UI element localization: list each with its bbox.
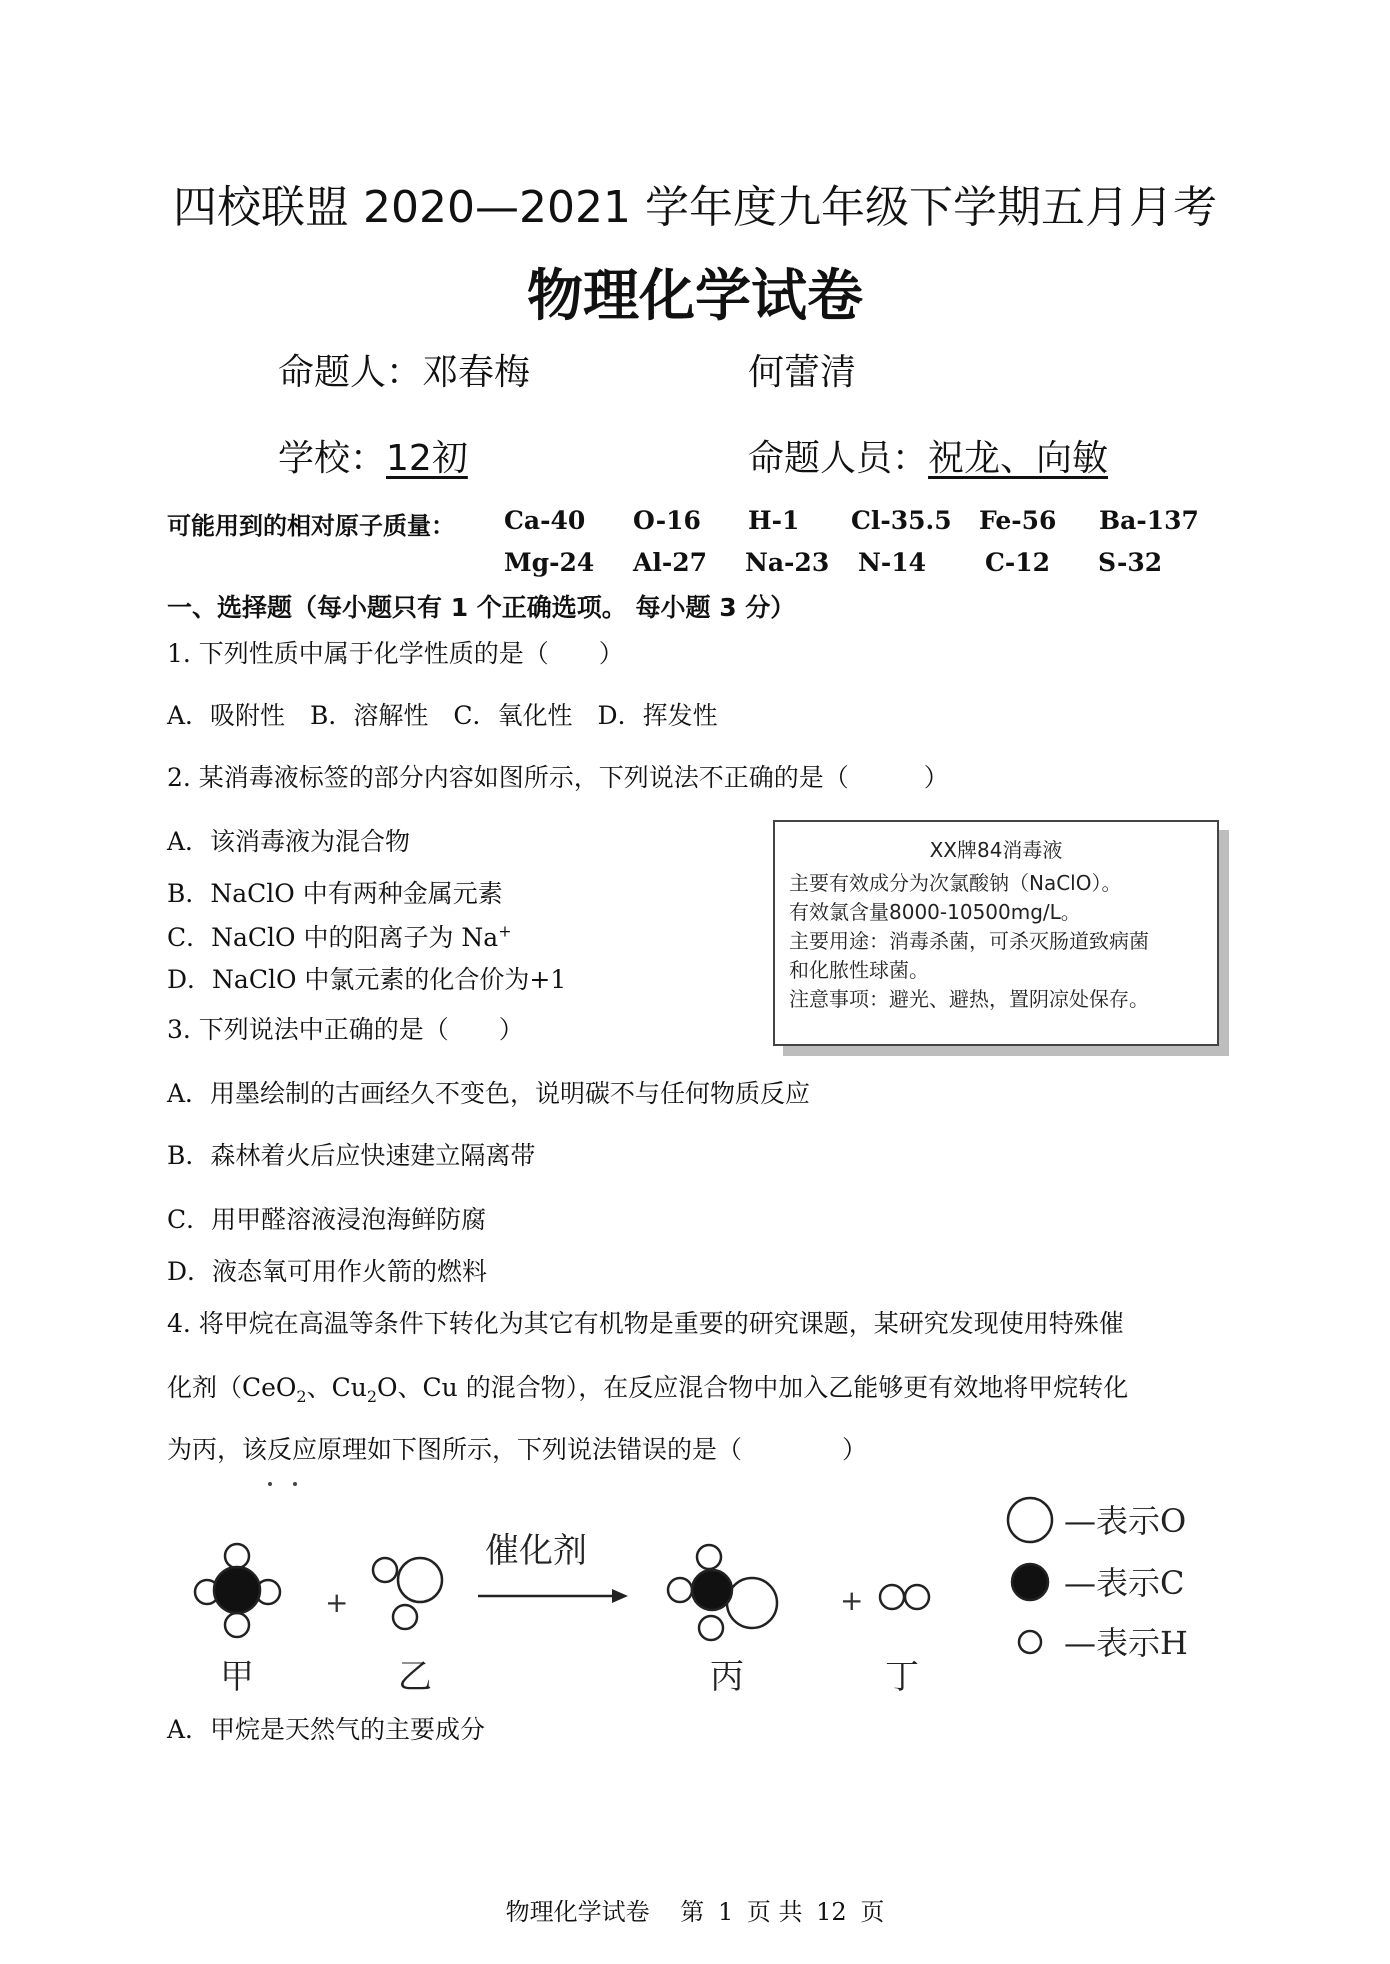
school-value: 12初 <box>386 438 468 479</box>
exam-title-line2: 物理化学试卷 <box>527 264 863 329</box>
legend-c-icon <box>1012 1564 1048 1600</box>
mass-h: H-1 <box>748 506 800 535</box>
mass-mg: Mg-24 <box>504 548 595 577</box>
mass-s: S-32 <box>1098 548 1163 577</box>
question-3-option-c: C．用甲醛溶液浸泡海鲜防腐 <box>167 1205 487 1234</box>
q4-sub-1: 2 <box>296 1387 307 1406</box>
mass-c: C-12 <box>985 548 1051 577</box>
question-3-option-d: D．液态氧可用作火箭的燃料 <box>167 1257 488 1286</box>
school-row <box>278 436 468 482</box>
question-4-line-1: 4. 将甲烷在高温等条件下转化为其它有机物是重要的研究课题，某研究发现使用特殊催 <box>167 1309 1124 1338</box>
author-row <box>278 350 530 396</box>
label-line-3: 主要用途：消毒杀菌，可杀灭肠道致病菌 <box>789 929 1149 953</box>
mass-ca: Ca-40 <box>504 506 586 535</box>
author-name-1: 邓春梅 <box>422 352 531 393</box>
disinfectant-label <box>773 820 1219 1046</box>
author-label: 命题人： <box>278 352 423 393</box>
plus-sign-2: + <box>840 1584 864 1617</box>
q4-sub-2: 2 <box>366 1387 378 1406</box>
option-c-text: C．NaClO 中的阳离子为 Na <box>167 923 499 952</box>
name-jia: 甲 <box>220 1657 254 1697</box>
question-3-option-a: A．用墨绘制的古画经久不变色，说明碳不与任何物质反应 <box>167 1079 811 1108</box>
staff-row <box>748 436 1108 482</box>
label-line-1: 主要有效成分为次氯酸钠（NaClO）。 <box>789 871 1122 895</box>
mass-cl: Cl-35.5 <box>851 506 952 535</box>
legend-h-icon <box>1019 1631 1041 1653</box>
question-1-options: A．吸附性 B．溶解性 C．氧化性 D．挥发性 <box>167 701 718 730</box>
question-3-stem: 3. 下列说法中正确的是（ ） <box>167 1015 524 1044</box>
section-heading: 一、选择题（每小题只有 1 个正确选项。 每小题 3 分） <box>167 593 796 622</box>
legend-c-text: —表示C <box>1064 1564 1185 1602</box>
question-1-stem: 1. 下列性质中属于化学性质的是（ ） <box>167 639 624 668</box>
question-4-line-3: 为丙，该反应原理如下图所示，下列说法错误的是（ ） <box>167 1435 868 1464</box>
question-4-option-a: A．甲烷是天然气的主要成分 <box>167 1715 486 1744</box>
school-label: 学校： <box>278 438 387 479</box>
name-ding: 丁 <box>885 1657 919 1697</box>
question-2-option-b: B．NaClO 中有两种金属元素 <box>167 879 503 908</box>
legend-h-text: —表示H <box>1064 1624 1188 1662</box>
label-title: XX牌84消毒液 <box>929 838 1063 862</box>
option-c-sup: + <box>498 921 512 941</box>
page-footer <box>0 1892 1390 1927</box>
molecule-methane <box>195 1544 280 1637</box>
staff-value: 祝龙、向敏 <box>928 438 1109 479</box>
question-2-stem: 2. 某消毒液标签的部分内容如图所示，下列说法不正确的是（ ） <box>167 763 949 792</box>
mass-na: Na-23 <box>745 548 830 577</box>
q4-text-b: 、Cu <box>306 1373 367 1402</box>
question-4-line-2 <box>167 1370 1128 1406</box>
mass-n: N-14 <box>858 548 927 577</box>
footer-name: 物理化学试卷 <box>505 1898 650 1926</box>
q4-text-c: O、Cu 的混合物），在反应混合物中加入乙能够更有效地将甲烷转化 <box>377 1373 1129 1402</box>
name-yi: 乙 <box>398 1657 432 1697</box>
molecule-ding <box>880 1585 929 1609</box>
mass-o: O-16 <box>633 506 701 535</box>
question-3-option-b: B．森林着火后应快速建立隔离带 <box>167 1141 536 1170</box>
legend-o-icon <box>1008 1498 1052 1542</box>
mass-fe: Fe-56 <box>979 506 1057 535</box>
mass-ba: Ba-137 <box>1099 506 1199 535</box>
label-line-5: 注意事项：避光、避热，置阴凉处保存。 <box>789 987 1149 1011</box>
label-line-2: 有效氯含量8000-10500mg/L。 <box>789 900 1081 924</box>
mass-al: Al-27 <box>633 548 708 577</box>
atomic-mass-label: 可能用到的相对原子质量： <box>167 512 455 540</box>
question-2-option-d: D．NaClO 中氯元素的化合价为+1 <box>167 965 567 994</box>
label-line-4: 和化脓性球菌。 <box>789 958 929 982</box>
catalyst-label: 催化剂 <box>485 1531 587 1571</box>
legend-o-text: —表示O <box>1064 1502 1187 1540</box>
name-bing: 丙 <box>710 1657 744 1697</box>
footer-total-pages: 12 <box>816 1898 847 1926</box>
footer-page-number: 1 <box>717 1898 734 1926</box>
footer-page-mid: 页 共 <box>746 1898 803 1926</box>
staff-label: 命题人员： <box>748 438 929 479</box>
question-2-option-c <box>167 920 512 956</box>
reaction-diagram <box>180 1460 1260 1700</box>
footer-page-prefix: 第 <box>680 1898 705 1926</box>
plus-sign-1: + <box>325 1586 349 1619</box>
molecule-yi <box>373 1558 442 1629</box>
question-2-option-a: A．该消毒液为混合物 <box>167 827 411 856</box>
footer-page-suffix: 页 <box>860 1898 885 1926</box>
exam-title-line1: 四校联盟 2020—2021 学年度九年级下学期五月月考 <box>173 182 1217 233</box>
q4-text-a: 化剂（CeO <box>167 1373 297 1402</box>
author-name-2: 何蕾清 <box>748 352 857 393</box>
molecule-bing <box>668 1545 777 1640</box>
